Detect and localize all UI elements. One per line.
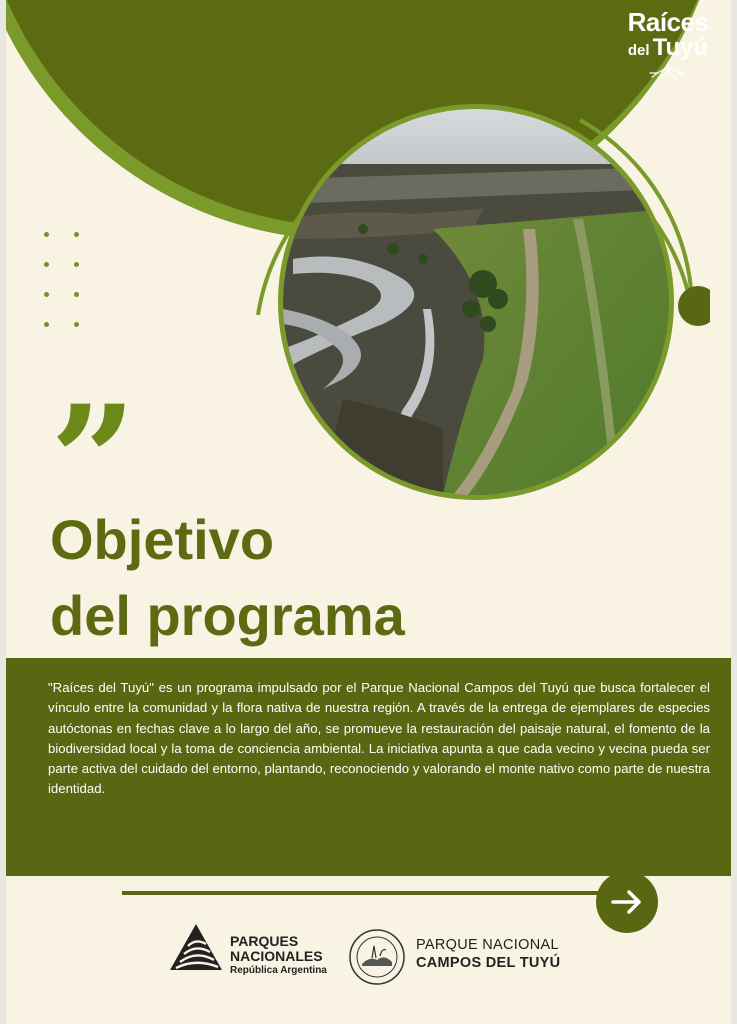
next-button[interactable] <box>596 871 658 933</box>
description-text: "Raíces del Tuyú" es un programa impulsado por el Parque Nacional Campos del Tuyú que busca fortalecer el vínculo entre la comunidad y la flora nativa de nuestra región. A través de la entrega de ejemplares de especies autóctonas en fechas clave a lo largo del año, se promueve la restauración del paisaje natural, el fomento de la biodiversidad local y la toma de conciencia ambiental. La iniciativa apunta a que cada vecino y vecina pueda ser parte activa del cuidado del entorno, plantando, reconociendo y valorando el monte nativo como parte de nuestra identidad. <box>48 680 710 797</box>
brand-line2-big: Tuyú <box>652 34 709 61</box>
brand-line1: Raíces <box>627 7 709 37</box>
parques-line2: NACIONALES <box>230 948 323 964</box>
poster <box>6 0 731 1024</box>
pn-line1: PARQUE NACIONAL <box>416 937 559 953</box>
parques-nacionales-logo <box>166 916 346 986</box>
pn-line2: CAMPOS DEL TUYÚ <box>416 955 561 971</box>
title-line2: del programa <box>50 584 405 647</box>
parques-line3: República Argentina <box>230 965 327 976</box>
landscape-image <box>283 109 669 495</box>
park-seal-icon <box>348 928 406 986</box>
marsh-aerial-photo <box>278 104 674 500</box>
page-title <box>50 502 405 654</box>
roots-icon <box>646 63 690 79</box>
parques-nacionales-icon <box>166 920 226 976</box>
quote-icon: ” <box>50 373 123 549</box>
brand-logo <box>608 8 728 78</box>
arrow-line <box>122 891 612 895</box>
description-band <box>6 658 731 876</box>
brand-line2-small: del <box>627 42 650 59</box>
parques-line1: PARQUES <box>230 933 299 949</box>
campos-del-tuyu-logo <box>348 928 588 988</box>
title-line1: Objetivo <box>50 508 275 571</box>
arrow-right-icon <box>607 882 647 922</box>
